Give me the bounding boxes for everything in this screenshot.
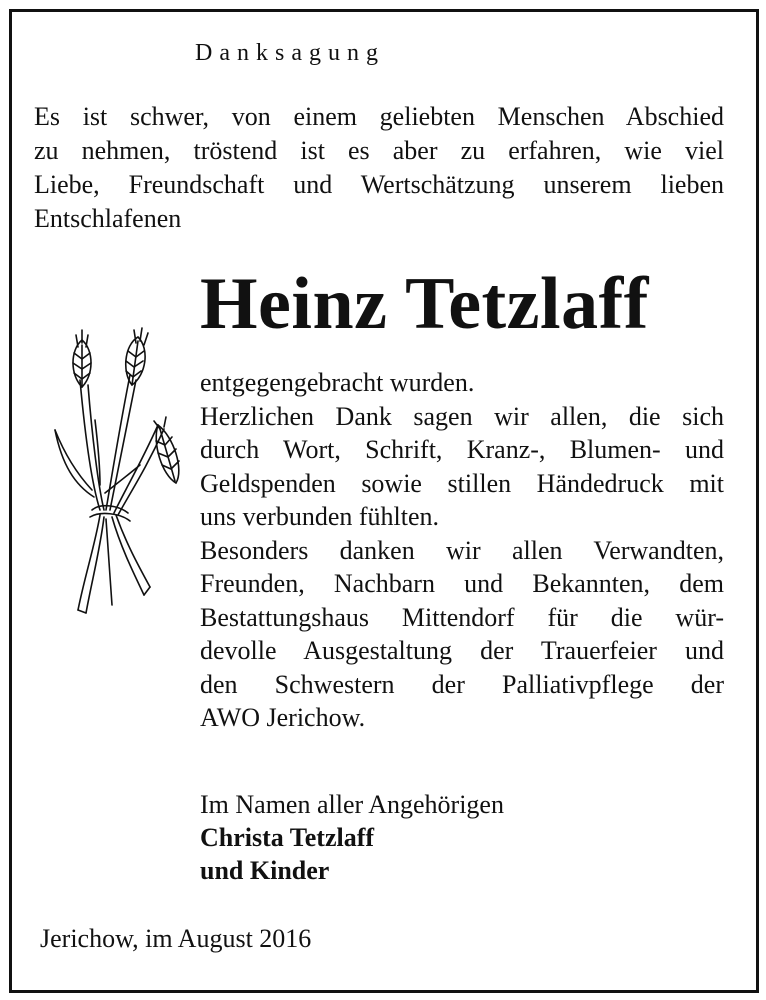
- signature-block: [200, 788, 504, 887]
- thanks-paragraph: [200, 366, 724, 735]
- heading: Danksagung: [195, 40, 385, 66]
- body-line: Geldspenden sowie stillen Händedruck mit: [200, 468, 724, 498]
- body-line: Freunden, Nachbarn und Bekannten, dem: [200, 569, 724, 598]
- body-line: Bestattungshaus Mittendorf für die wür-: [200, 602, 724, 632]
- signature-family: und Kinder: [200, 856, 330, 885]
- intro-line: zu nehmen, tröstend ist es aber zu erfahren, wie viel: [34, 136, 724, 165]
- deceased-name: Heinz Tetzlaff: [200, 263, 649, 345]
- body-line: devolle Ausgestaltung der Trauerfeier und: [200, 636, 724, 665]
- signature-name: Christa Tetzlaff: [200, 823, 375, 852]
- intro-line: Entschlafenen: [34, 204, 182, 233]
- body-line: den Schwestern der Palliativpflege der: [200, 669, 724, 699]
- body-line: entgegengebracht wurden.: [200, 368, 475, 397]
- wheat-bundle-icon: [40, 325, 190, 625]
- body-line: durch Wort, Schrift, Kranz-, Blumen- und: [200, 435, 724, 464]
- body-line: uns verbunden fühlten.: [200, 502, 440, 531]
- signature-intro: Im Namen aller Angehörigen: [200, 790, 504, 819]
- intro-line: Liebe, Freundschaft und Wertschätzung unserem lieben: [34, 170, 724, 199]
- intro-line: Es ist schwer, von einem geliebten Menschen Abschied: [34, 102, 724, 131]
- place-date: Jerichow, im August 2016: [40, 924, 312, 953]
- body-line: AWO Jerichow.: [200, 703, 366, 732]
- body-line: Besonders danken wir allen Verwandten,: [200, 535, 724, 565]
- body-line: Herzlichen Dank sagen wir allen, die sich: [200, 401, 724, 431]
- intro-paragraph: [34, 100, 724, 236]
